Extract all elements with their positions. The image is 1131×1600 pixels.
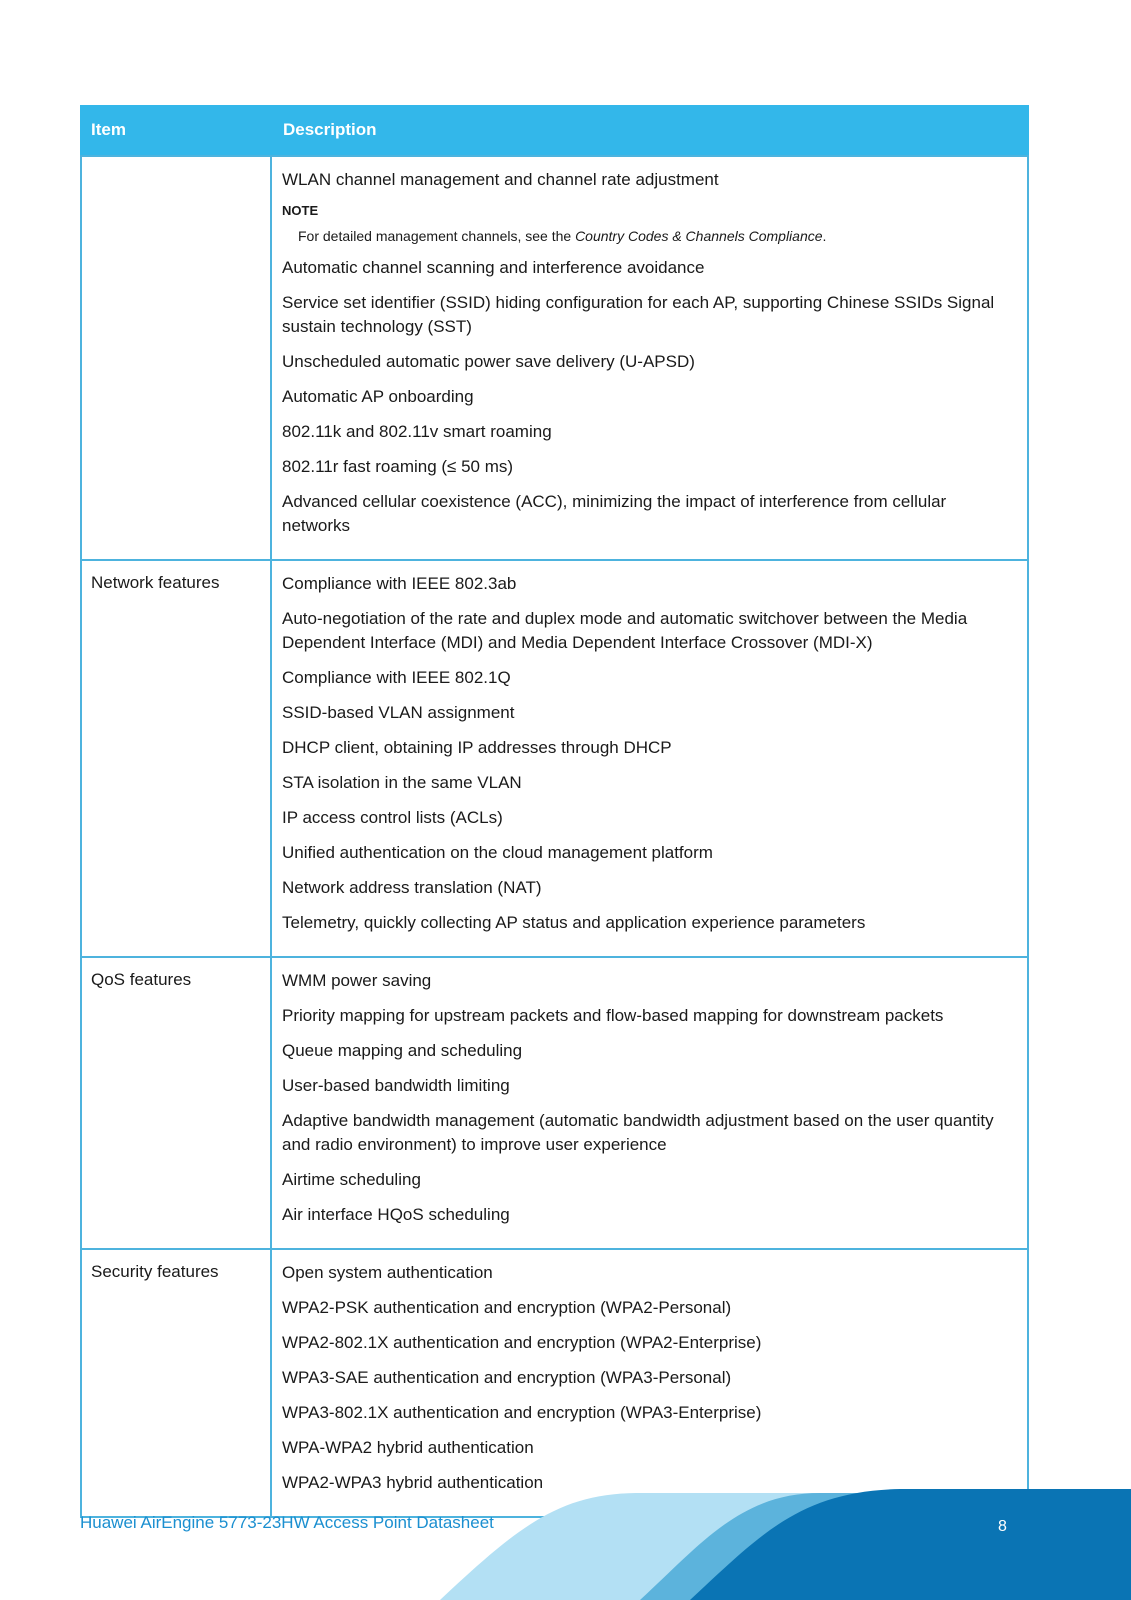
table-row — [82, 1248, 1027, 1516]
note-text-prefix: For detailed management channels, see the — [298, 228, 576, 244]
list-item: SSID-based VLAN assignment — [282, 703, 515, 722]
list-item: WPA2-802.1X authentication and encryption (WPA2-Enterprise) — [282, 1333, 762, 1352]
list-item: 802.11k and 802.11v smart roaming — [282, 422, 552, 441]
list-item: Automatic AP onboarding — [282, 387, 474, 406]
list-item: Advanced cellular coexistence (ACC), minimizing the impact of interference from cellular networks — [282, 492, 947, 535]
footer-wave-decoration — [0, 1485, 1131, 1600]
list-item: Auto-negotiation of the rate and duplex mode and automatic switchover between the Media Dependent Interface (MDI) and Media Dependent Interface Crossover (MDI-X) — [282, 609, 968, 652]
page-number: 8 — [998, 1518, 1007, 1535]
row-item-label: Security features — [82, 1250, 272, 1516]
header-description: Description — [283, 120, 377, 139]
list-item: WMM power saving — [282, 971, 432, 990]
table-row — [82, 155, 1027, 559]
list-item: WPA-WPA2 hybrid authentication — [282, 1438, 534, 1457]
list-item: 802.11r fast roaming (≤ 50 ms) — [282, 457, 514, 476]
list-item: IP access control lists (ACLs) — [282, 808, 503, 827]
list-item: STA isolation in the same VLAN — [282, 773, 522, 792]
list-item: User-based bandwidth limiting — [282, 1076, 510, 1095]
list-item: Telemetry, quickly collecting AP status and application experience parameters — [282, 913, 866, 932]
list-item: Unified authentication on the cloud management platform — [282, 843, 713, 862]
list-item: Network address translation (NAT) — [282, 878, 542, 897]
list-item: WLAN channel management and channel rate adjustment — [282, 170, 719, 189]
note-title: NOTE — [282, 203, 319, 218]
note-reference: Country Codes & Channels Compliance — [575, 228, 823, 244]
list-item: Compliance with IEEE 802.1Q — [282, 668, 511, 687]
table-row — [82, 559, 1027, 956]
list-item: Air interface HQoS scheduling — [282, 1205, 510, 1224]
row-description — [272, 958, 1027, 1248]
list-item: Compliance with IEEE 802.3ab — [282, 574, 517, 593]
note-text-suffix: . — [822, 228, 827, 244]
row-description — [272, 561, 1027, 956]
list-item: Priority mapping for upstream packets and flow-based mapping for downstream packets — [282, 1006, 944, 1025]
list-item: Adaptive bandwidth management (automatic bandwidth adjustment based on the user quantity and radio environment) to improve user experience — [282, 1111, 994, 1154]
row-item-label: QoS features — [82, 958, 272, 1248]
list-item: WPA2-PSK authentication and encryption (WPA2-Personal) — [282, 1298, 732, 1317]
list-item: Service set identifier (SSID) hiding configuration for each AP, supporting Chinese SSIDs Signal sustain technology (SST) — [282, 293, 995, 336]
list-item: DHCP client, obtaining IP addresses through DHCP — [282, 738, 672, 757]
table-header — [80, 105, 1029, 155]
list-item: Unscheduled automatic power save delivery (U-APSD) — [282, 352, 695, 371]
row-item-label: Network features — [82, 561, 272, 956]
row-description — [272, 1250, 1027, 1516]
list-item: Queue mapping and scheduling — [282, 1041, 523, 1060]
row-item-label — [82, 157, 272, 559]
list-item: WPA3-802.1X authentication and encryption (WPA3-Enterprise) — [282, 1403, 762, 1422]
list-item: WPA3-SAE authentication and encryption (WPA3-Personal) — [282, 1368, 732, 1387]
list-item: Open system authentication — [282, 1263, 493, 1282]
row-description — [272, 157, 1027, 559]
footer-document-title: Huawei AirEngine 5773-23HW Access Point Datasheet — [80, 1513, 494, 1532]
feature-table — [80, 105, 1029, 1518]
note-text — [298, 228, 1017, 244]
list-item: Airtime scheduling — [282, 1170, 421, 1189]
list-item: WPA2-WPA3 hybrid authentication — [282, 1473, 544, 1492]
table-row — [82, 956, 1027, 1248]
list-item: Automatic channel scanning and interference avoidance — [282, 258, 705, 277]
header-item: Item — [91, 120, 126, 139]
